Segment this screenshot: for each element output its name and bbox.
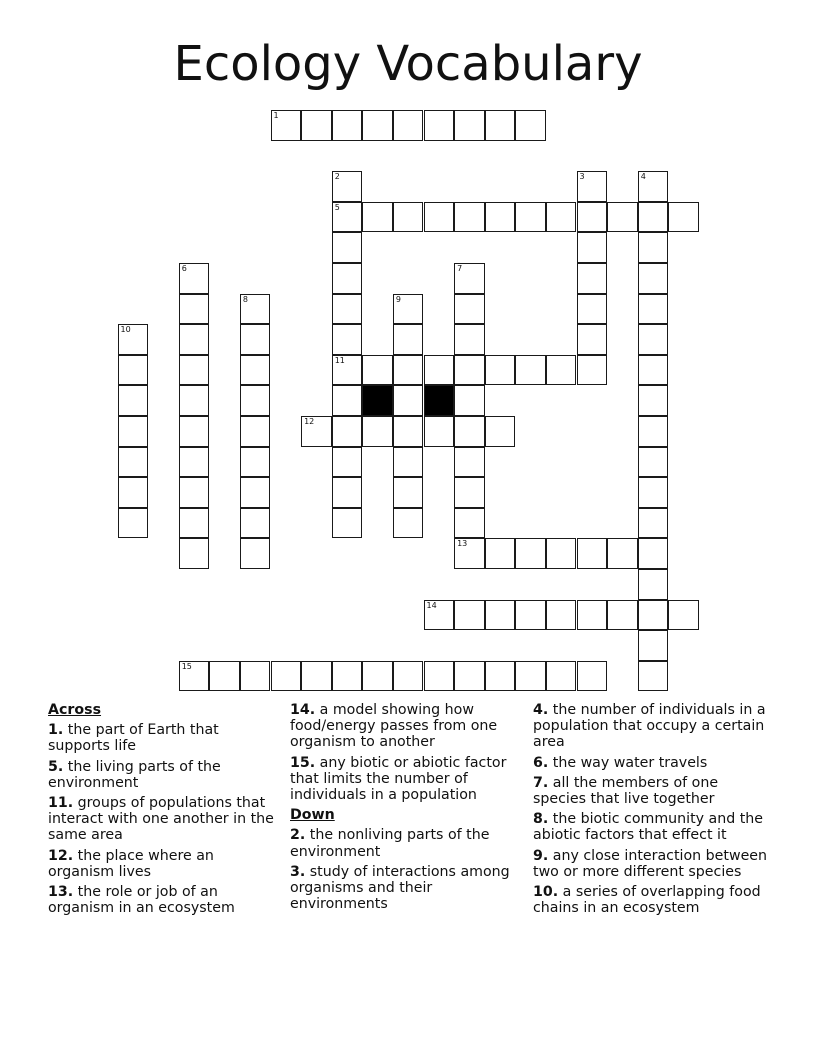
grid-cell[interactable]: [393, 447, 424, 478]
grid-cell[interactable]: [179, 447, 210, 478]
grid-cell[interactable]: [515, 110, 546, 141]
grid-cell[interactable]: [638, 355, 669, 386]
grid-cell[interactable]: [515, 538, 546, 569]
grid-cell[interactable]: [362, 416, 393, 447]
grid-cell[interactable]: [577, 661, 608, 692]
clue-down-4: 4. the number of individuals in a population that occupy a certain area: [533, 702, 766, 751]
grid-cell[interactable]: [638, 202, 669, 233]
grid-cell[interactable]: [393, 324, 424, 355]
grid-cell[interactable]: [577, 324, 608, 355]
clues-column-2: [290, 702, 526, 916]
grid-cell[interactable]: [362, 202, 393, 233]
grid-cell[interactable]: [454, 385, 485, 416]
grid-cell[interactable]: [271, 110, 302, 141]
clue-across-13: 13. the role or job of an organism in an ecosystem: [48, 884, 235, 917]
grid-cell[interactable]: [485, 110, 516, 141]
grid-cell[interactable]: [638, 508, 669, 539]
grid-cell[interactable]: [240, 324, 271, 355]
grid-cell[interactable]: [179, 538, 210, 569]
grid-cell[interactable]: [301, 110, 332, 141]
grid-cell[interactable]: [454, 477, 485, 508]
grid-cell[interactable]: [577, 202, 608, 233]
grid-cell[interactable]: [179, 355, 210, 386]
cell-number: 15: [181, 661, 192, 671]
grid-cell[interactable]: [454, 661, 485, 692]
grid-cell[interactable]: [485, 416, 516, 447]
grid-cell[interactable]: [332, 416, 363, 447]
grid-cell[interactable]: [393, 416, 424, 447]
cell-number: 1: [273, 111, 279, 120]
grid-cell[interactable]: [179, 477, 210, 508]
grid-cell[interactable]: [332, 324, 363, 355]
grid-cell[interactable]: [332, 447, 363, 478]
grid-cell[interactable]: [577, 232, 608, 263]
grid-cell[interactable]: [179, 263, 210, 294]
grid-cell[interactable]: [118, 477, 149, 508]
grid-cell[interactable]: [179, 294, 210, 325]
grid-cell[interactable]: [638, 661, 669, 692]
grid-cell[interactable]: [332, 355, 363, 386]
grid-cell[interactable]: [638, 232, 669, 263]
clue-down-9: 9. any close interaction between two or more different species: [533, 847, 768, 880]
grid-cell[interactable]: [454, 324, 485, 355]
grid-cell[interactable]: [638, 385, 669, 416]
grid-cell[interactable]: [546, 538, 577, 569]
grid-cell[interactable]: [271, 661, 302, 692]
grid-cell[interactable]: [515, 600, 546, 631]
cell-number: 11: [334, 355, 345, 365]
grid-cell[interactable]: [638, 294, 669, 325]
puzzle-title: Ecology Vocabulary: [173, 36, 643, 92]
grid-cell[interactable]: [607, 600, 638, 631]
grid-cell[interactable]: [209, 661, 240, 692]
grid-cell[interactable]: [332, 661, 363, 692]
clue-across-11: 11. groups of populations that interact with one another in the same area: [48, 795, 274, 844]
grid-cell[interactable]: [118, 355, 149, 386]
grid-cell[interactable]: [454, 263, 485, 294]
grid-cell[interactable]: [179, 508, 210, 539]
grid-cell[interactable]: [393, 355, 424, 386]
grid-cell[interactable]: [638, 600, 669, 631]
clue-down-3: 3. study of interactions among organisms and their environments: [290, 863, 510, 913]
grid-cell[interactable]: [638, 416, 669, 447]
grid-cell[interactable]: [638, 263, 669, 294]
grid-cell[interactable]: [240, 355, 271, 386]
grid-cell[interactable]: [546, 202, 577, 233]
grid-cell[interactable]: [332, 110, 363, 141]
grid-cell[interactable]: [424, 416, 455, 447]
grid-cell[interactable]: [668, 600, 699, 631]
grid-cell[interactable]: [118, 447, 149, 478]
clues-column-3: [533, 702, 769, 920]
grid-cell[interactable]: [332, 232, 363, 263]
grid-cell[interactable]: [454, 110, 485, 141]
down-header: Down: [290, 807, 335, 824]
grid-cell[interactable]: [546, 355, 577, 386]
grid-cell[interactable]: [424, 600, 455, 631]
grid-cell[interactable]: [332, 508, 363, 539]
cell-number: 8: [242, 294, 248, 304]
grid-cell[interactable]: [362, 110, 393, 141]
clue-down-6: 6. the way water travels: [533, 754, 708, 771]
grid-cell[interactable]: [638, 171, 669, 202]
grid-cell[interactable]: [454, 447, 485, 478]
grid-cell[interactable]: [118, 385, 149, 416]
grid-cell[interactable]: [577, 538, 608, 569]
grid-cell[interactable]: [179, 324, 210, 355]
grid-cell[interactable]: [638, 630, 669, 661]
grid-cell[interactable]: [515, 661, 546, 692]
clue-across-15: 15. any biotic or abiotic factor that limits the number of individuals in a population: [290, 754, 507, 804]
clue-across-5: 5. the living parts of the environment: [48, 758, 221, 791]
clue-down-2: 2. the nonliving parts of the environment: [290, 827, 490, 860]
clue-across-12: 12. the place where an organism lives: [48, 847, 214, 880]
grid-cell[interactable]: [332, 171, 363, 202]
grid-cell[interactable]: [393, 661, 424, 692]
grid-cell[interactable]: [240, 508, 271, 539]
grid-cell[interactable]: [240, 477, 271, 508]
grid-cell[interactable]: [240, 538, 271, 569]
grid-cell[interactable]: [454, 294, 485, 325]
grid-cell[interactable]: [485, 538, 516, 569]
grid-cell[interactable]: [454, 538, 485, 569]
grid-cell[interactable]: [424, 355, 455, 386]
grid-cell[interactable]: [577, 600, 608, 631]
grid-cell[interactable]: [638, 447, 669, 478]
grid-cell[interactable]: [424, 110, 455, 141]
grid-cell[interactable]: [577, 294, 608, 325]
grid-cell[interactable]: [362, 661, 393, 692]
clue-down-8: 8. the biotic community and the abiotic factors that effect it: [533, 811, 764, 844]
black-square: [424, 385, 455, 416]
grid-cell[interactable]: [240, 294, 271, 325]
grid-cell[interactable]: [393, 294, 424, 325]
cell-number: 5: [334, 202, 340, 212]
grid-cell[interactable]: [424, 661, 455, 692]
grid-cell[interactable]: [179, 385, 210, 416]
cell-number: 7: [457, 264, 463, 273]
grid-cell[interactable]: [454, 416, 485, 447]
grid-cell[interactable]: [118, 416, 149, 447]
cell-number: 6: [181, 264, 187, 273]
grid-cell[interactable]: [607, 538, 638, 569]
grid-cell[interactable]: [515, 355, 546, 386]
grid-cell[interactable]: [577, 355, 608, 386]
grid-cell[interactable]: [362, 355, 393, 386]
grid-cell[interactable]: [607, 202, 638, 233]
grid-cell[interactable]: [393, 202, 424, 233]
grid-cell[interactable]: [638, 477, 669, 508]
clue-down-7: 7. all the members of one species that live together: [533, 774, 719, 808]
cell-number: 14: [426, 600, 437, 610]
cell-number: 4: [640, 172, 646, 182]
grid-cell[interactable]: [240, 385, 271, 416]
grid-cell[interactable]: [301, 416, 332, 447]
grid-cell[interactable]: [485, 661, 516, 692]
cell-number: 13: [457, 539, 468, 549]
grid-cell[interactable]: [240, 661, 271, 692]
clues-column-1: [48, 702, 284, 920]
cell-number: 12: [304, 417, 315, 426]
grid-cell[interactable]: [393, 385, 424, 416]
cell-number: 9: [395, 294, 401, 304]
grid-cell[interactable]: [332, 202, 363, 233]
cell-number: 2: [334, 172, 340, 182]
grid-cell[interactable]: [424, 202, 455, 233]
black-square: [362, 385, 393, 416]
grid-cell[interactable]: [179, 661, 210, 692]
grid-cell[interactable]: [301, 661, 332, 692]
grid-cell[interactable]: [240, 416, 271, 447]
grid-cell[interactable]: [332, 385, 363, 416]
grid-cell[interactable]: [393, 110, 424, 141]
grid-cell[interactable]: [393, 508, 424, 539]
grid-cell[interactable]: [638, 324, 669, 355]
grid-cell[interactable]: [546, 661, 577, 692]
grid-cell[interactable]: [240, 447, 271, 478]
grid-cell[interactable]: [454, 600, 485, 631]
grid-cell[interactable]: [118, 508, 149, 539]
grid-cell[interactable]: [332, 263, 363, 294]
grid-cell[interactable]: [485, 202, 516, 233]
grid-cell[interactable]: [485, 600, 516, 631]
grid-cell[interactable]: [393, 477, 424, 508]
grid-cell[interactable]: [638, 538, 669, 569]
grid-cell[interactable]: [668, 202, 699, 233]
grid-cell[interactable]: [179, 416, 210, 447]
grid-cell[interactable]: [638, 569, 669, 600]
clue-across-1: 1. the part of Earth that supports life: [48, 722, 219, 755]
grid-cell[interactable]: [118, 324, 149, 355]
grid-cell[interactable]: [454, 202, 485, 233]
clue-down-10: 10. a series of overlapping food chains in an ecosystem: [533, 884, 761, 917]
grid-cell[interactable]: [454, 508, 485, 539]
cell-number: 10: [120, 325, 131, 335]
grid-cell[interactable]: [577, 263, 608, 294]
grid-cell[interactable]: [546, 600, 577, 631]
grid-cell[interactable]: [577, 171, 608, 202]
grid-cell[interactable]: [332, 477, 363, 508]
grid-cell[interactable]: [454, 355, 485, 386]
grid-cell[interactable]: [332, 294, 363, 325]
grid-cell[interactable]: [485, 355, 516, 386]
clue-across-14: 14. a model showing how food/energy passes from one organism to another: [290, 702, 498, 751]
grid-cell[interactable]: [515, 202, 546, 233]
across-header: Across: [48, 702, 102, 718]
cell-number: 3: [579, 172, 585, 182]
